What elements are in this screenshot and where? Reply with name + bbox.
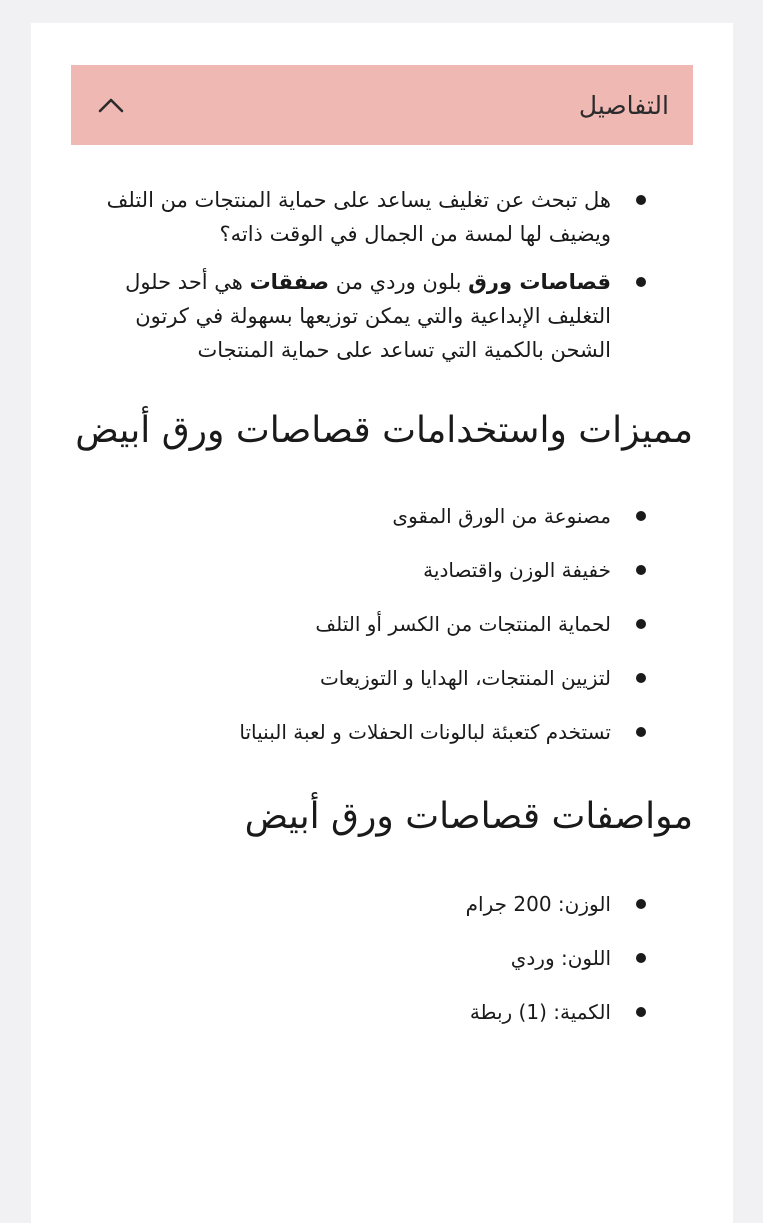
features-list [71, 499, 693, 749]
product-name-bold: قصاصات ورق [468, 270, 611, 294]
list-item: مصنوعة من الورق المقوى [71, 499, 693, 533]
specs-list [71, 887, 693, 1029]
list-item: خفيفة الوزن واقتصادية [71, 553, 693, 587]
intro-text: هل تبحث عن تغليف يساعد على حماية المنتجات من التلف ويضيف لها لمسة من الجمال في الوقت ذاته؟ [106, 188, 611, 246]
list-item: تستخدم كتعبئة لبالونات الحفلات و لعبة البنياتا [71, 715, 693, 749]
list-item: اللون: وردي [71, 941, 693, 975]
intro-text: بلون وردي من [329, 270, 469, 294]
product-details-card [31, 23, 733, 1223]
chevron-up-icon[interactable] [95, 89, 127, 121]
details-accordion-header[interactable] [71, 65, 693, 145]
intro-text: هي أحد حلول التغليف الإبداعية والتي يمكن توزيعها بسهولة في كرتون الشحن بالكمية التي تساعد على حماية المنتجات [125, 270, 611, 362]
list-item: لحماية المنتجات من الكسر أو التلف [71, 607, 693, 641]
features-heading: مميزات واستخدامات قصاصات ورق أبيض [75, 410, 693, 451]
list-item: الوزن: 200 جرام [71, 887, 693, 921]
list-item [71, 183, 693, 251]
list-item: لتزيين المنتجات، الهدايا و التوزيعات [71, 661, 693, 695]
accordion-title: التفاصيل [578, 90, 669, 120]
brand-name-bold: صفقات [249, 270, 330, 294]
list-item: الكمية: (1) ربطة [71, 995, 693, 1029]
specs-heading: مواصفات قصاصات ورق أبيض [244, 796, 693, 837]
details-content [71, 23, 693, 1049]
intro-list [71, 183, 693, 367]
list-item [71, 265, 693, 367]
